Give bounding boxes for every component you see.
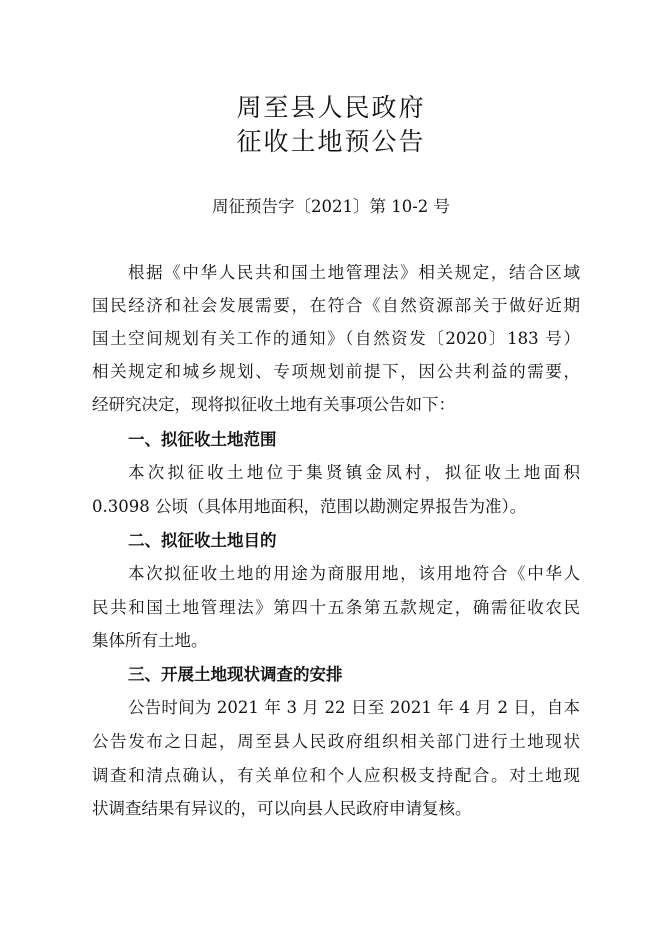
intro-line: 国民经济和社会发展需要，在符合《自然资源部关于做好近期 [92, 296, 580, 315]
intro-line: 根据《中华人民共和国土地管理法》相关规定，结合区域 [128, 263, 580, 282]
document-title-line2: 征收土地预公告 [236, 127, 426, 156]
section-heading-1: 一、拟征收土地范围 [128, 430, 277, 449]
intro-line: 国土空间规划有关工作的通知》（自然资发〔2020〕183 号） [92, 329, 580, 348]
section1-line: 0.3098 公顷（具体用地面积，范围以勘测定界报告为准）。 [92, 497, 527, 516]
intro-line: 经研究决定，现将拟征收土地有关事项公告如下： [92, 395, 455, 414]
section2-line: 集体所有土地。 [92, 631, 208, 650]
intro-line: 相关规定和城乡规划、专项规划前提下，因公共利益的需要， [92, 362, 580, 381]
section-heading-2: 二、拟征收土地目的 [128, 531, 277, 550]
section3-line: 公告时间为 2021 年 3 月 22 日至 2021 年 4 月 2 日，自本 [128, 698, 580, 717]
section-heading-3: 三、开展土地现状调查的安排 [128, 665, 343, 684]
section2-line: 本次拟征收土地的用途为商服用地，该用地符合《中华人 [128, 564, 580, 583]
section3-line: 状调查结果有异议的，可以向县人民政府申请复核。 [92, 799, 472, 818]
document-number: 周征预告字〔2021〕第 10-2 号 [211, 197, 451, 216]
section2-line: 民共和国土地管理法》第四十五条第五款规定，确需征收农民 [92, 598, 580, 617]
section3-line: 公告发布之日起，周至县人民政府组织相关部门进行土地现状 [92, 732, 580, 751]
document-title-line1: 周至县人民政府 [236, 93, 426, 122]
section3-line: 调查和清点确认，有关单位和个人应积极支持配合。对土地现 [92, 766, 580, 785]
section1-line: 本次拟征收土地位于集贤镇金凤村，拟征收土地面积 [128, 463, 580, 482]
